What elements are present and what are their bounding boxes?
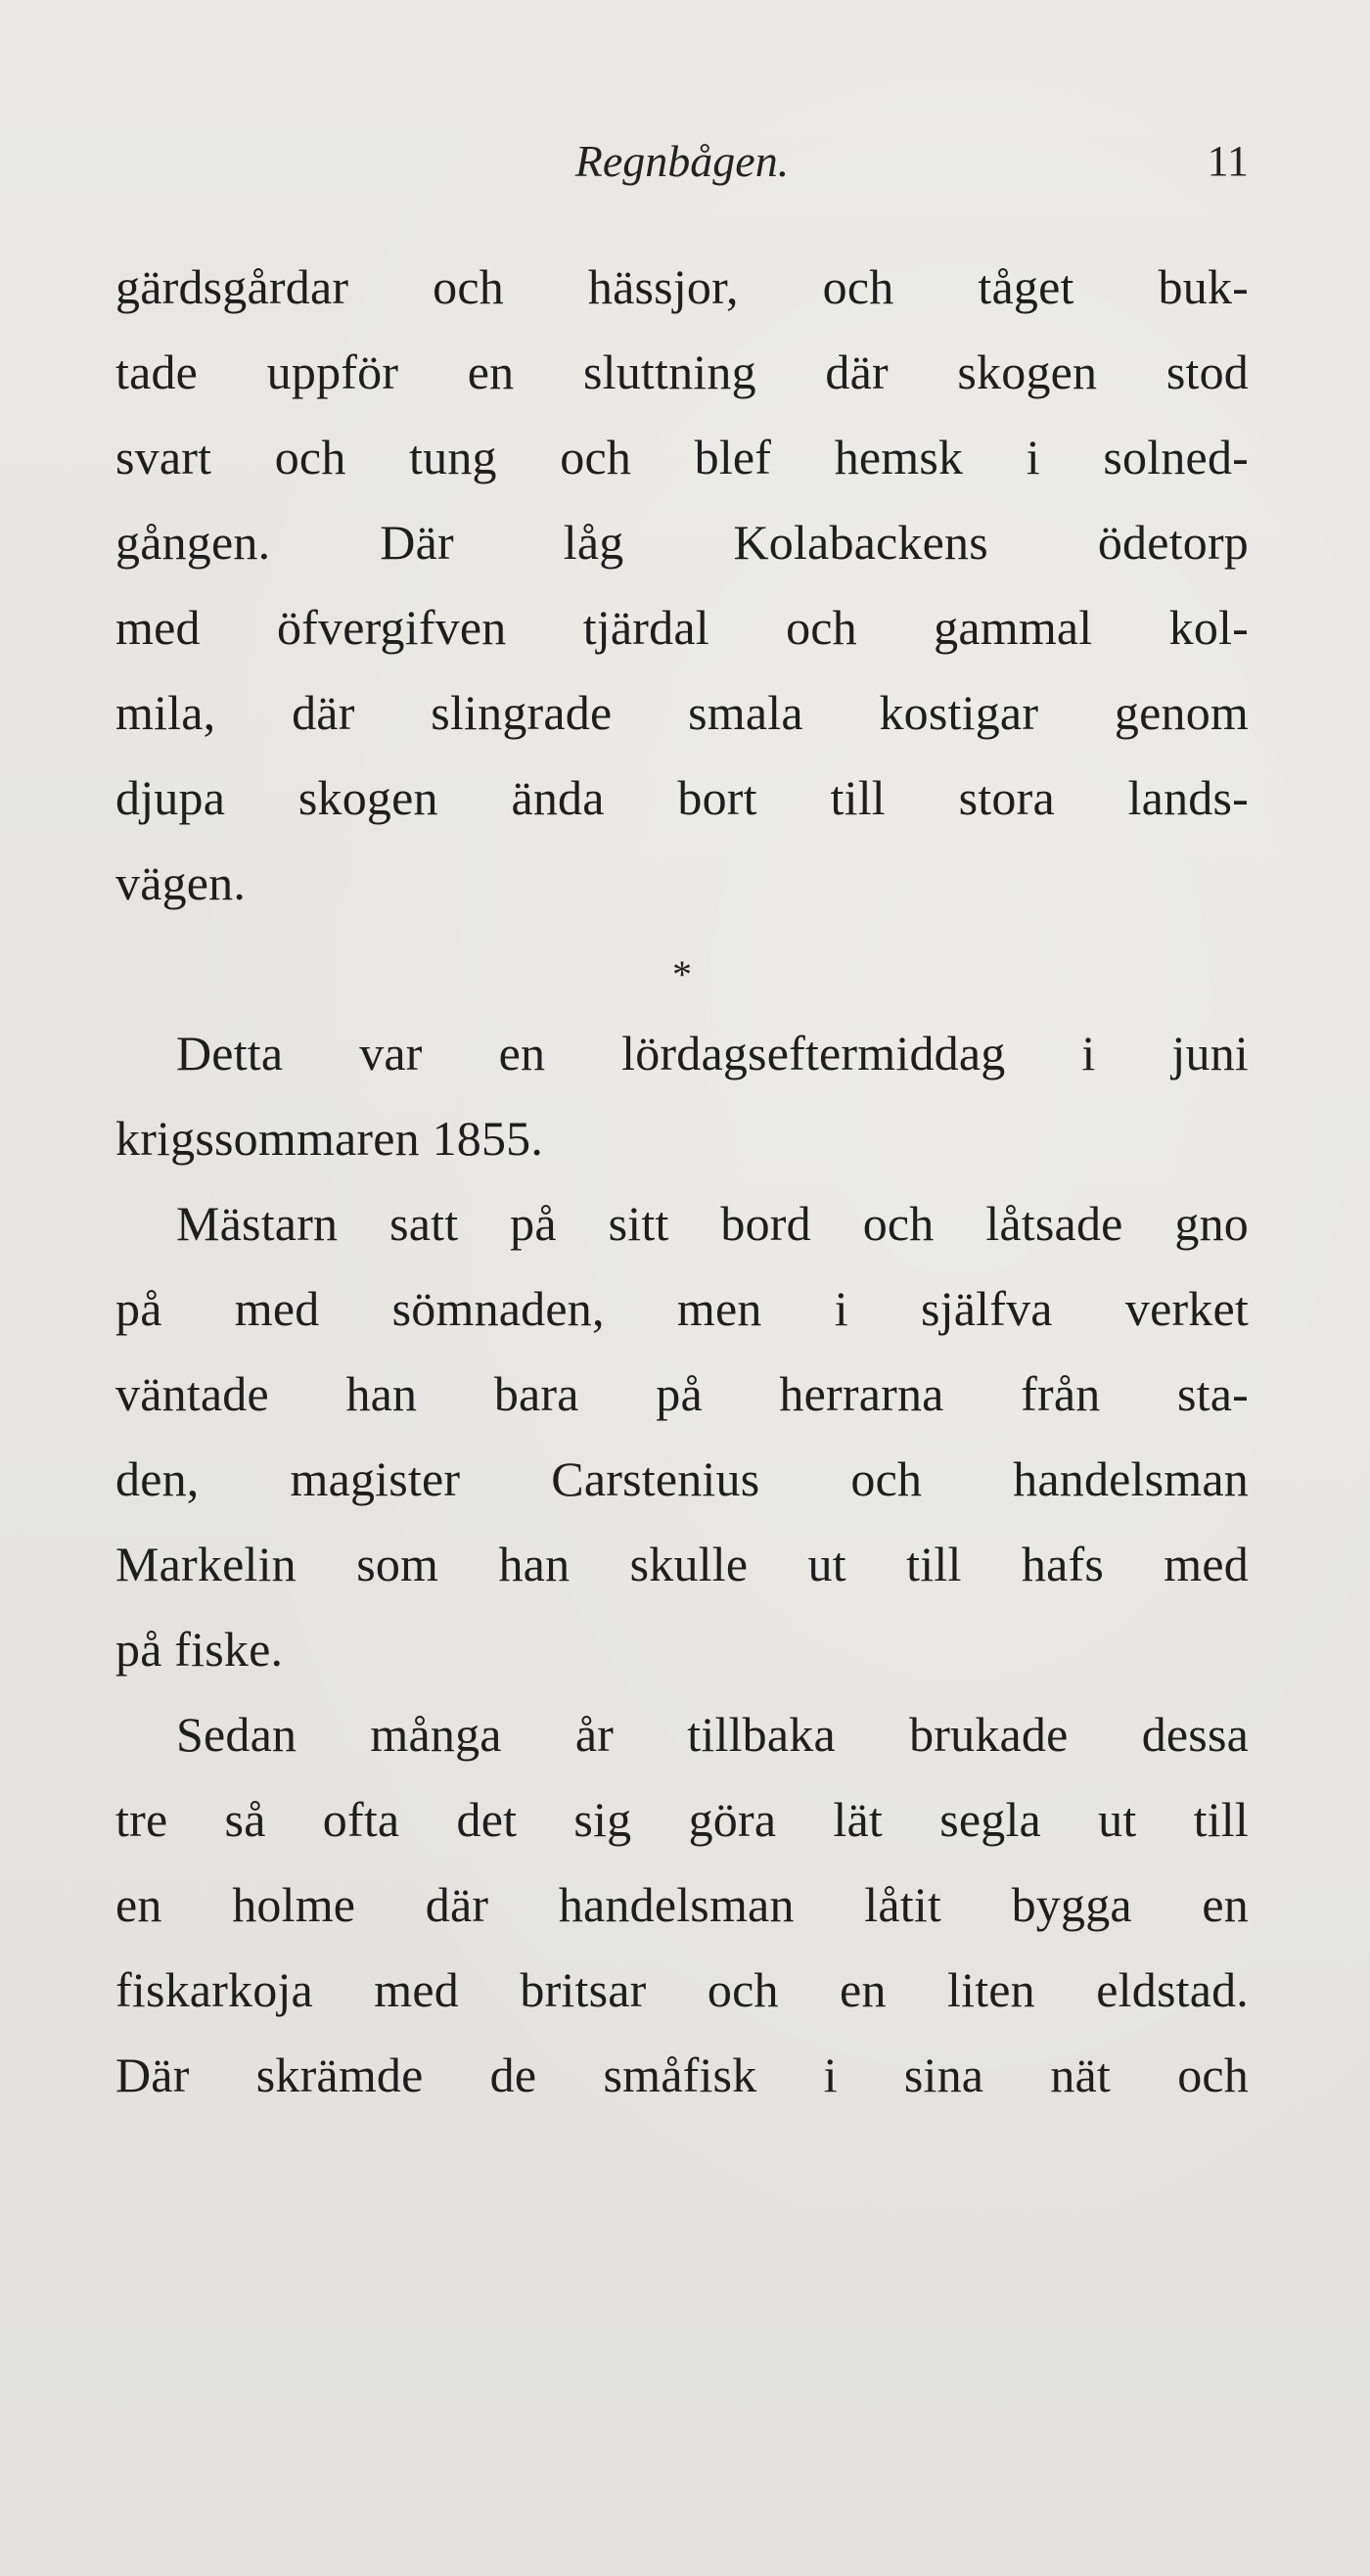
text-line: Detta var en lördagseftermiddag i juni: [176, 1026, 1249, 1081]
text-line: med öfvergifven tjärdal och gammal kol-: [115, 600, 1249, 655]
text-line: den, magister Carstenius och handelsman: [115, 1451, 1249, 1506]
text-line: djupa skogen ända bort till stora lands-: [115, 770, 1249, 825]
page-header: [115, 127, 1249, 196]
text-line: vägen.: [115, 855, 247, 910]
text-line: Mästarn satt på sitt bord och låtsade gno: [176, 1196, 1249, 1251]
text-line: väntade han bara på herrarna från sta-: [115, 1366, 1249, 1421]
running-title: Regnbågen.: [574, 136, 790, 186]
section-separator: *: [672, 952, 692, 996]
text-line: på fiske.: [115, 1622, 284, 1677]
text-line: tade uppför en sluttning där skogen stod: [115, 345, 1249, 399]
text-line: Sedan många år tillbaka brukade dessa: [176, 1707, 1249, 1762]
text-line: gärdsgårdar och hässjor, och tåget buk-: [115, 259, 1249, 314]
text-line: gången. Där låg Kolabackens ödetorp: [115, 515, 1249, 570]
text-line: Markelin som han skulle ut till hafs med: [115, 1537, 1249, 1591]
text-line: tre så ofta det sig göra lät segla ut till: [115, 1792, 1249, 1847]
text-line: en holme där handelsman låtit bygga en: [115, 1877, 1249, 1932]
text-line: fiskarkoja med britsar och en liten eldstad.: [115, 1962, 1249, 2017]
body-text: [115, 245, 1249, 2118]
text-line: mila, där slingrade smala kostigar genom: [115, 685, 1249, 740]
text-line: svart och tung och blef hemsk i solned-: [115, 430, 1249, 484]
page-number: 11: [1207, 137, 1249, 185]
text-line: Där skrämde de småfisk i sina nät och: [115, 2047, 1249, 2102]
text-line: på med sömnaden, men i själfva verket: [115, 1281, 1249, 1336]
text-line: krigssommaren 1855.: [115, 1111, 544, 1166]
